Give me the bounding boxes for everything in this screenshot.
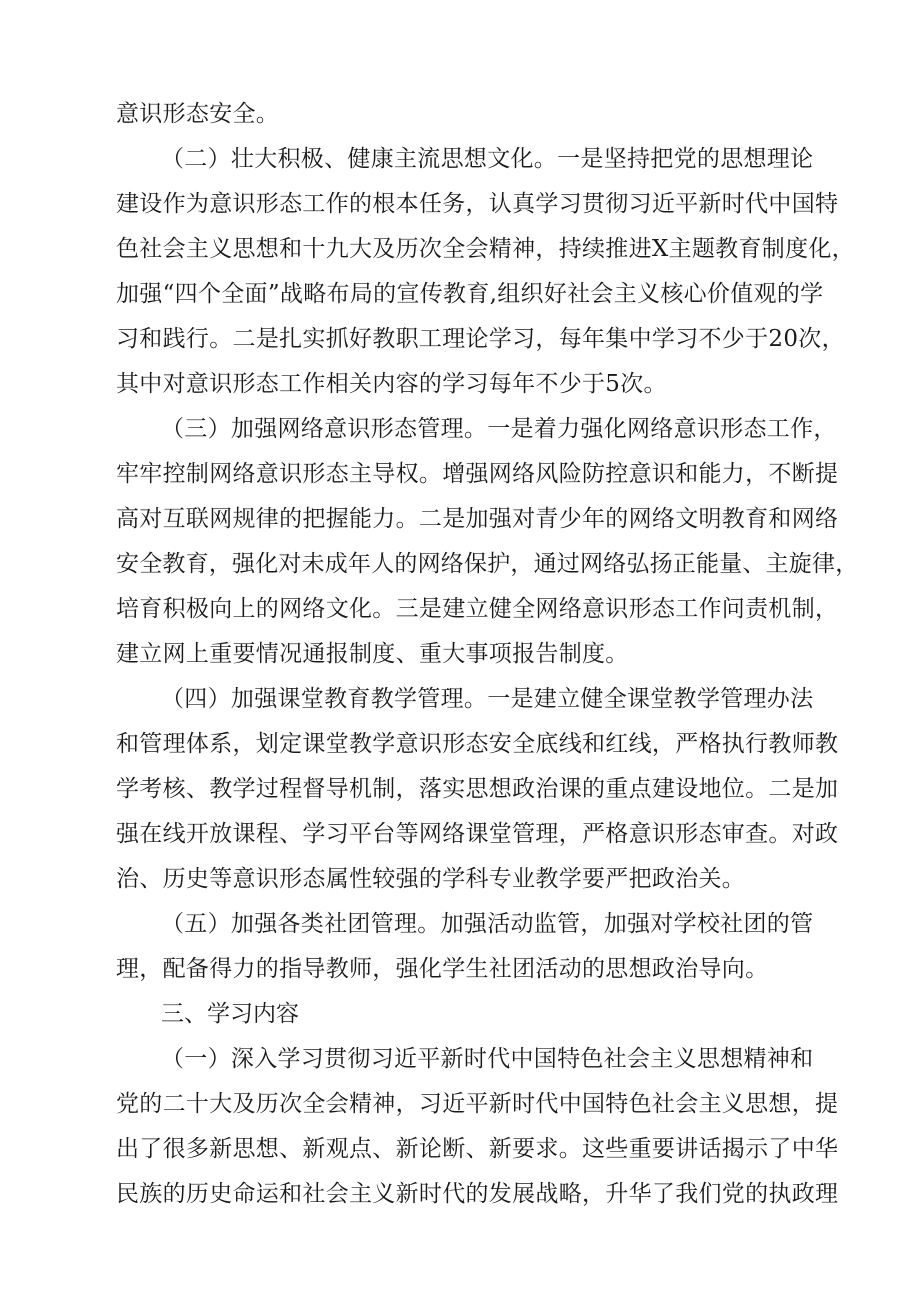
paragraph xyxy=(116,902,828,992)
paragraph-line: 强在线开放课程、学习平台等网络课堂管理，严格意识形态审查。对政 xyxy=(116,821,839,847)
paragraph-line: 出了很多新思想、新观点、新论断、新要求。这些重要讲话揭示了中华 xyxy=(116,1136,839,1162)
paragraph-line: 建立网上重要情况通报制度、重大事项报告制度。 xyxy=(116,641,629,667)
paragraph xyxy=(116,92,828,137)
paragraph-line: 和管理体系，划定课堂教学意识形态安全底线和红线，严格执行教师教 xyxy=(116,731,839,757)
paragraph-line: 建设作为意识形态工作的根本任务，认真学习贯彻习近平新时代中国特 xyxy=(116,191,839,217)
paragraph-line: （五）加强各类社团管理。加强活动监管，加强对学校社团的管 xyxy=(161,911,814,937)
paragraph-line: 民族的历史命运和社会主义新时代的发展战略，升华了我们党的执政理 xyxy=(116,1181,839,1207)
paragraph xyxy=(116,137,855,407)
paragraph-line: 加强“四个全面”战略布局的宣传教育,组织好社会主义核心价值观的学 xyxy=(116,281,824,307)
paragraph-line: （二）壮大积极、健康主流思想文化。一是坚持把党的思想理论 xyxy=(161,146,814,172)
paragraph-line: （四）加强课堂教育教学管理。一是建立健全课堂教学管理办法 xyxy=(161,686,814,712)
paragraph-line: 其中对意识形态工作相关内容的学习每年不少于5次。 xyxy=(116,371,667,397)
paragraph xyxy=(116,1037,839,1217)
paragraph-line: （一）深入学习贯彻习近平新时代中国特色社会主义思想精神和 xyxy=(161,1046,814,1072)
paragraph-line: 党的二十大及历次全会精神，习近平新时代中国特色社会主义思想，提 xyxy=(116,1091,839,1117)
paragraph-line: 理，配备得力的指导教师，强化学生社团活动的思想政治导向。 xyxy=(116,956,769,982)
paragraph-line: 牢牢控制网络意识形态主导权。增强网络风险防控意识和能力，不断提 xyxy=(116,461,839,487)
paragraph-line: 学考核、教学过程督导机制，落实思想政治课的重点建设地位。二是加 xyxy=(116,776,839,802)
paragraph xyxy=(116,407,859,677)
paragraph-line: 安全教育，强化对未成年人的网络保护，通过网络弘扬正能量、主旋律， xyxy=(116,551,859,577)
section-heading xyxy=(116,992,828,1037)
paragraph-line: 色社会主义思想和十九大及历次全会精神，持续推进X主题教育制度化， xyxy=(116,236,855,262)
paragraph-line: 治、历史等意识形态属性较强的学科专业教学要严把政治关。 xyxy=(116,866,746,892)
paragraph-line: （三）加强网络意识形态管理。一是着力强化网络意识形态工作， xyxy=(161,416,837,442)
document-body xyxy=(116,92,859,1217)
paragraph-line: 高对互联网规律的把握能力。二是加强对青少年的网络文明教育和网络 xyxy=(116,506,839,532)
paragraph-line: 意识形态安全。 xyxy=(116,101,280,127)
paragraph xyxy=(116,677,839,902)
paragraph-line: 培育积极向上的网络文化。三是建立健全网络意识形态工作问责机制， xyxy=(116,596,839,622)
section-heading-text: 三、学习内容 xyxy=(161,1001,299,1027)
paragraph-line: 习和践行。二是扎实抓好教职工理论学习，每年集中学习不少于20次， xyxy=(116,326,845,352)
